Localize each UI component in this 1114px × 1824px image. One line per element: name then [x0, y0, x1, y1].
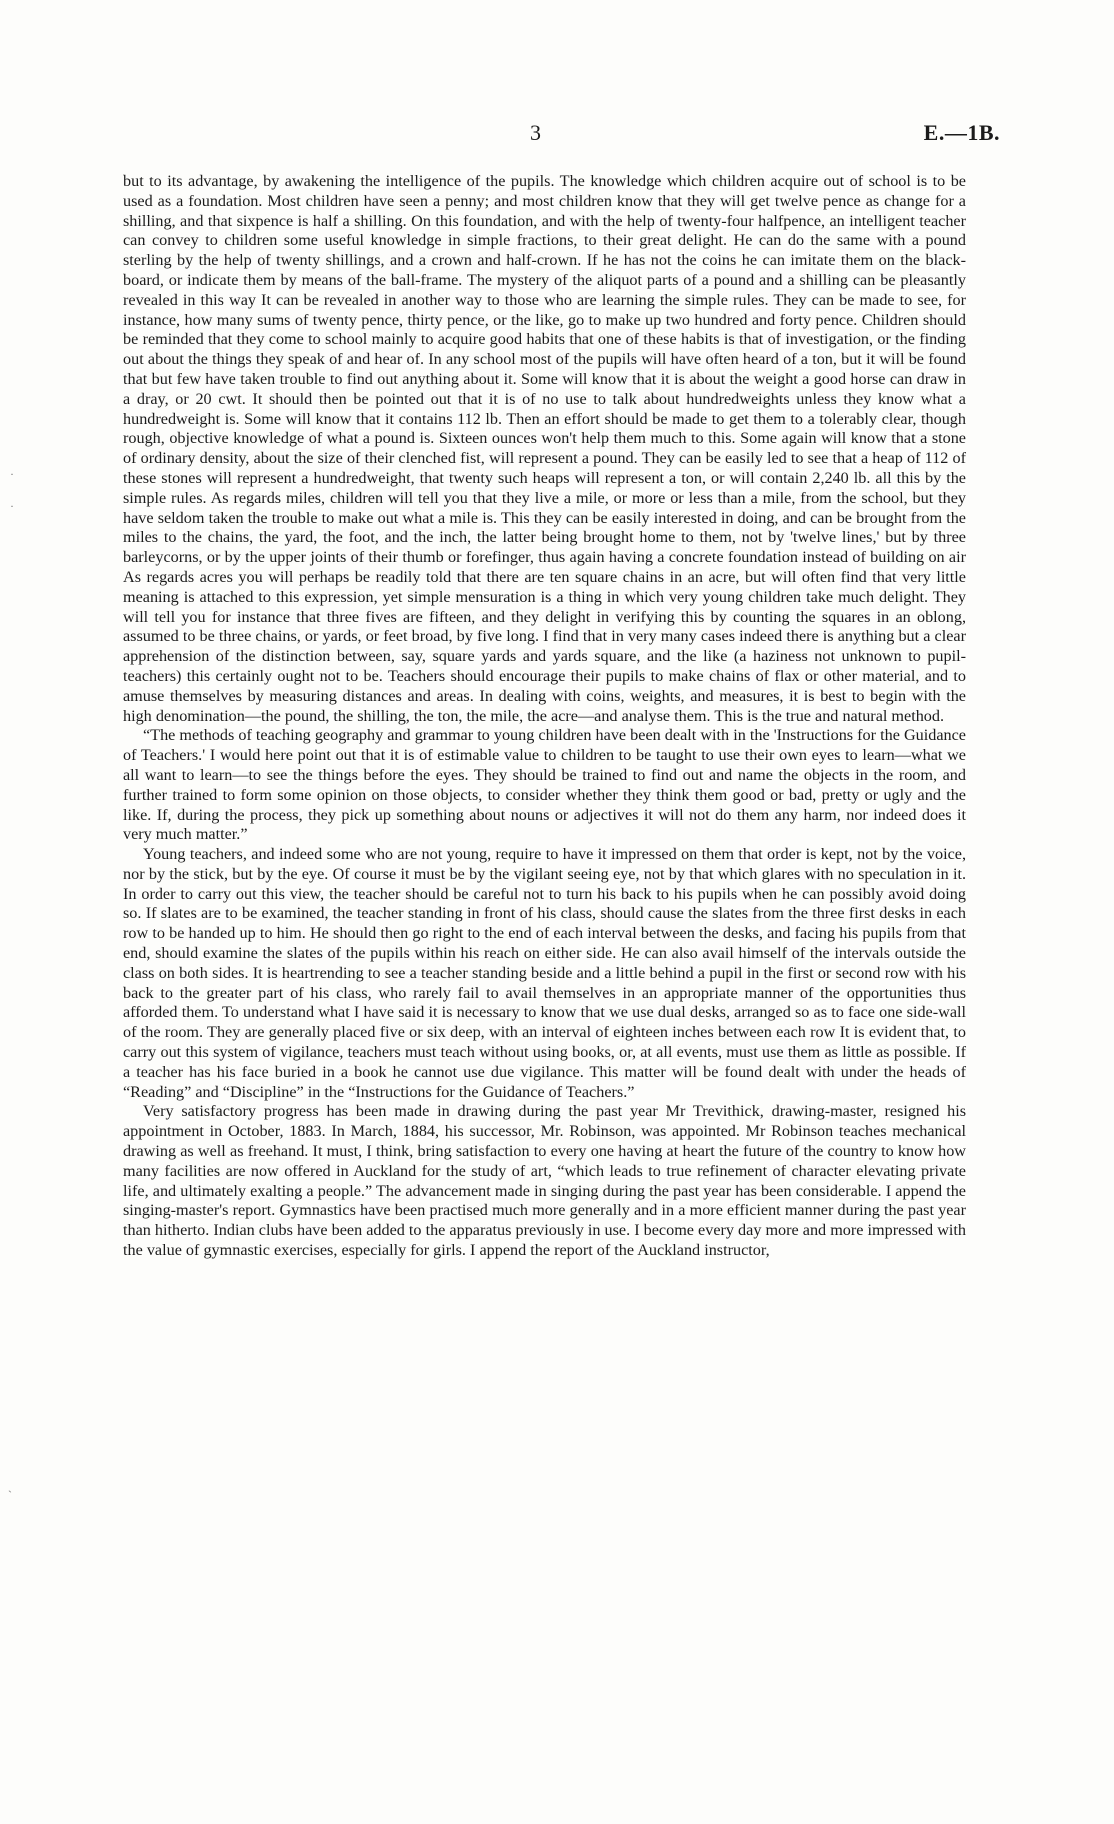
body-text	[123, 172, 966, 1261]
paragraph-drawing-gymnastics: Very satisfactory progress has been made in drawing during the past year Mr Trevithick, drawing-master, resigned his appointment in October, 1883. In March, 1884, his successor, Mr. Robinson, was appointed. Mr Robinson teaches mechanical drawing as well as freehand. It must, I think, bring satisfaction to every one having at heart the future of the country to know how many facilities are now offered in Auckland for the study of art, “which leads to true refinement of character elevating private life, and ultimately exalting a people.” The advancement made in singing during the past year has been considerable. I append the singing-master's report. Gymnastics have been practised much more generally and in a more efficient manner during the past year than hitherto. Indian clubs have been added to the apparatus previously in use. I become every day more and more impressed with the value of gymnastic exercises, especially for girls. I append the report of the Auckland instructor,	[123, 1102, 966, 1260]
margin-tick-mark: ˎ	[8, 1479, 12, 1493]
margin-tick-mark: ·	[10, 467, 14, 481]
paragraph-geography-grammar: “The methods of teaching geography and grammar to young children have been dealt with in the 'Instructions for the Guidance of Teachers.' I would here point out that it is of estimable value to children to be taught to use their own eyes to learn—what we all want to learn—to see the things before the eyes. They should be trained to find out and name the objects in the room, and further trained to form some opinion on those objects, to consider whether they think them good or bad, pretty or ugly and the like. If, during the process, they pick up something about nouns or adjectives it will not do them any harm, nor indeed does it very much matter.”	[123, 726, 966, 844]
report-code: E.—1B.	[923, 120, 1000, 145]
paragraph-arithmetic: but to its advantage, by awakening the intelligence of the pupils. The knowledge which children acquire out of school is to be used as a foundation. Most children have seen a penny; and most children know that they will get twelve pence as change for a shilling, and that sixpence is half a shilling. On this foundation, and with the help of twenty-four halfpence, an intelligent teacher can convey to children some useful knowledge in simple fractions, to their great delight. He can do the same with a pound sterling by the help of twenty shillings, and a crown and half-crown. If he has not the coins he can imitate them on the black-board, or indicate them by means of the ball-frame. The mystery of the aliquot parts of a pound and a shilling can be pleasantly revealed in this way It can be revealed in another way to those who are learning the simple rules. They can be made to see, for instance, how many sums of twenty pence, thirty pence, or the like, go to make up two hundred and forty pence. Children should be reminded that they come to school mainly to acquire good habits that one of these habits is that of investigation, or the finding out about the things they speak of and hear of. In any school most of the pupils will have often heard of a ton, but it will be found that but few have taken trouble to find out anything about it. Some will know that it is about the weight a good horse can draw in a dray, or 20 cwt. It should then be pointed out that it is of no use to talk about hundredweights unless they know what a hundredweight is. Some will know that it contains 112 lb. Then an effort should be made to get them to a tolerably clear, though rough, objective knowledge of what a pound is. Sixteen ounces won't help them much to this. Some again will know that a stone of ordinary density, about the size of their clenched fist, will represent a pound. They can be easily led to see that a heap of 112 of these stones will represent a hundredweight, that twenty such heaps will represent a ton, or will contain 2,240 lb. all this by the simple rules. As regards miles, children will tell you that they live a mile, or more or less than a mile, from the school, but they have seldom taken the trouble to make out what a mile is. This they can be easily interested in doing, and can be brought from the miles to the chains, the yard, the foot, and the inch, the latter being brought home to them, not by 'twelve lines,' but by three barleycorns, or by the upper joints of their thumb or forefinger, thus again having a concrete foundation instead of building on air As regards acres you will perhaps be readily told that there are ten square chains in an acre, but will often find that very little meaning is attached to this expression, yet simple mensuration is a thing in which very young children take much delight. They will tell you for instance that three fives are fifteen, and they delight in verifying this by counting the squares in an oblong, assumed to be three chains, or yards, or feet broad, by five long. I find that in very many cases indeed there is anything but a clear apprehension of the distinction between, say, square yards and yards square, and the like (a haziness not unknown to pupil-teachers) this certainly ought not to be. Teachers should encourage their pupils to make chains of flax or other material, and to amuse themselves by measuring distances and areas. In dealing with coins, weights, and measures, it is best to begin with the high denomination—the pound, the shilling, the ton, the mile, the acre—and analyse them. This is the true and natural method.	[123, 172, 966, 725]
margin-tick-mark: ·	[10, 499, 14, 513]
page-number: 3	[530, 120, 541, 145]
page-header	[120, 120, 1000, 150]
paragraph-vigilance: Young teachers, and indeed some who are not young, require to have it impressed on them that order is kept, not by the voice, nor by the stick, but by the eye. Of course it must be by the vigilant seeing eye, not by that which glares with no speculation in it. In order to carry out this view, the teacher should be careful not to turn his back to his pupils when he can possibly avoid doing so. If slates are to be examined, the teacher standing in front of his class, should cause the slates from the three first desks in each row to be handed up to him. He should then go right to the end of each interval between the desks, and facing his pupils from that end, should examine the slates of the pupils within his reach on either side. He can also avail himself of the intervals outside the class on both sides. It is heartrending to see a teacher standing beside and a little behind a pupil in the first or second row with his back to the greater part of his class, who rarely fail to avail themselves in an appropriate manner of the opportunities thus afforded them. To understand what I have said it is necessary to know that we use dual desks, arranged so as to face one side-wall of the room. They are generally placed five or six deep, with an interval of eighteen inches between each row It is evident that, to carry out this system of vigilance, teachers must teach without using books, or, at all events, must use them as little as possible. If a teacher has his face buried in a book he cannot use due vigilance. This matter will be found dealt with under the heads of “Reading” and “Discipline” in the “Instructions for the Guidance of Teachers.”	[123, 845, 966, 1101]
